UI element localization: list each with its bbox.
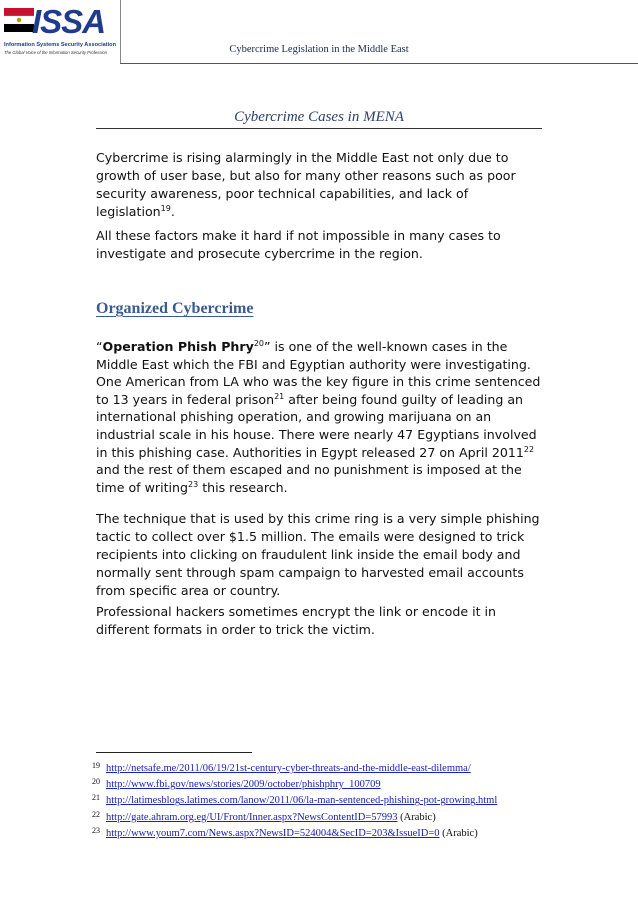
paragraph-end: . (170, 204, 175, 219)
footnotes (92, 759, 542, 840)
paragraph-text: and the rest of them escaped and no punishment is imposed at the time of writing (96, 462, 522, 495)
running-header-title: Cybercrime Legislation in the Middle East (229, 44, 409, 55)
paragraph-text: this research. (198, 479, 288, 495)
footnote-number: 20 (92, 777, 100, 787)
footnote-link[interactable]: http://gate.ahram.org.eg/UI/Front/Inner.aspx?NewsContentID=57993 (106, 811, 398, 823)
footnote-23 (92, 824, 542, 840)
footnote-link[interactable]: http://netsafe.me/2011/06/19/21st-century-cyber-threats-and-the-middle-east-dilemma/ (106, 763, 471, 774)
paragraph-text: after being found guilty of leading an international phishing operation, and growing marijuana on an industrial scale in his house. There were nearly 47 Egyptians involved in this phishing case. Authorities in Egypt released 27 on April 2011 (96, 391, 537, 460)
operation-name: Operation Phish Phry (102, 339, 254, 354)
paragraph-text: ” is one of the well-known cases in the Middle East which the FBI and Egyptian authority were investigating. One American from LA who was the key figure in this crime sentenced to 13 years in federal prison (96, 339, 541, 407)
footnote-20 (92, 775, 542, 791)
subheading-organized-cybercrime: Organized Cybercrime (96, 300, 254, 317)
footnote-19 (92, 759, 542, 775)
footnote-link[interactable]: http://www.youm7.com/News.aspx?NewsID=524004&SecID=203&IssueID=0 (106, 827, 440, 839)
paragraph-technique: The technique that is used by this crime ring is a very simple phishing tactic to collect over $1.5 million. The emails were designed to trick recipients into clicking on fraudulent link inside the email body and normally sent through spam campaign to harvested email accounts from specific area or country. (96, 511, 540, 598)
paragraph-encryption: Professional hackers sometimes encrypt the link or encode it in different formats in order to trick the victim. (96, 604, 497, 637)
section-divider (96, 128, 542, 129)
paragraph-text: Cybercrime is rising alarmingly in the Middle East not only due to growth of user base, but also for many other reasons such as poor security awareness, poor technical capabilities, and lack of legislation (96, 150, 516, 219)
footnote-21 (92, 791, 542, 807)
paragraph-phish-phry (96, 338, 548, 496)
footnote-ref-23[interactable]: 23 (188, 479, 199, 489)
egypt-flag-icon (4, 6, 34, 36)
footnote-number: 23 (92, 825, 100, 835)
paragraph-factors: All these factors make it hard if not impossible in many cases to investigate and prosecute cybercrime in the region. (96, 228, 501, 261)
paragraph-intro (96, 149, 548, 221)
footnote-number: 22 (92, 809, 100, 819)
logo-tagline: The Global Voice of the Information Security Profession (4, 50, 107, 55)
footnote-ref-20[interactable]: 20 (253, 338, 265, 348)
footnote-ref-19[interactable]: 19 (160, 203, 171, 213)
open-quote: “ (96, 339, 103, 354)
footnote-divider (96, 752, 252, 753)
logo-subtitle: Information Systems Security Association (4, 42, 117, 48)
footnote-number: 19 (92, 761, 100, 770)
logo-wordmark: ISSA (32, 3, 106, 40)
footnote-22 (92, 808, 542, 824)
footnote-ref-22[interactable]: 22 (523, 444, 535, 454)
footnote-number: 21 (92, 793, 100, 803)
footnote-suffix: (Arabic) (439, 827, 478, 839)
issa-logo (0, 0, 121, 64)
footnote-ref-21[interactable]: 21 (274, 391, 285, 401)
header-divider (120, 63, 638, 64)
footnote-link[interactable]: http://latimesblogs.latimes.com/lanow/2011/06/la-man-sentenced-phishing-pot-growing.html (106, 795, 498, 807)
footnote-suffix: (Arabic) (397, 811, 436, 823)
footnote-link[interactable]: http://www.fbi.gov/news/stories/2009/october/phishphry_100709 (106, 779, 381, 791)
section-title: Cybercrime Cases in MENA (234, 109, 404, 125)
